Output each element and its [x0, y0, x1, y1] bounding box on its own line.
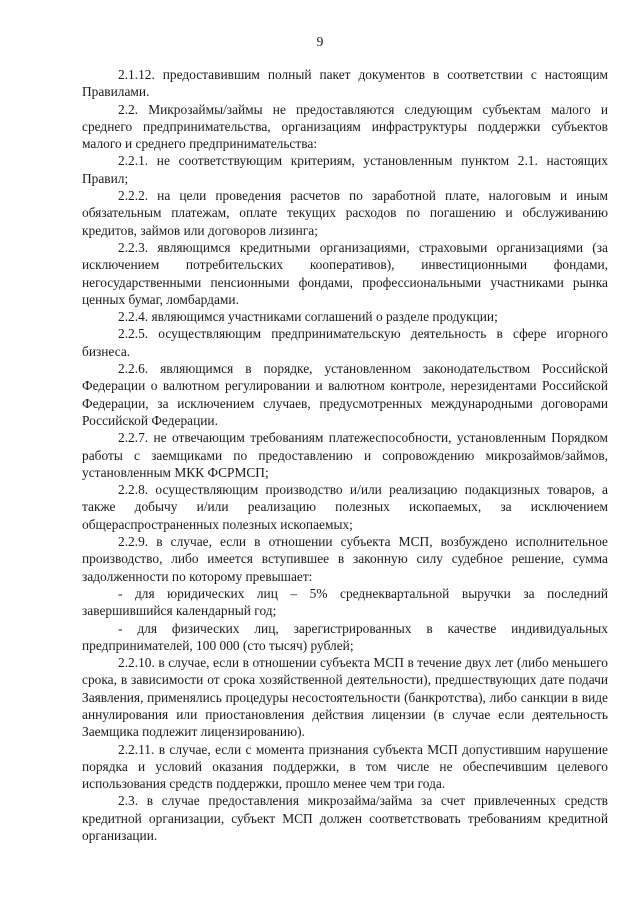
- paragraph-2-3: 2.3. в случае предоставления микрозайма/займа за счет привлеченных средств кредитной организации, субъект МСП должен соответствовать требованиям кредитной организации.: [82, 793, 608, 844]
- paragraph-2-2-2: 2.2.2. на цели проведения расчетов по заработной плате, налоговым и иным обязательным платежам, оплате текущих расходов по погашению и обслуживанию кредитов, займов или договоров лизинга;: [82, 188, 608, 238]
- paragraph-2-2-11: 2.2.11. в случае, если с момента признания субъекта МСП допустившим нарушение порядка и условий оказания поддержки, в том числе не обеспечившим целевого использования средств поддержки, прошло менее чем три года.: [82, 741, 608, 792]
- paragraph-2-2-4: 2.2.4. являющимся участниками соглашений о разделе продукции;: [118, 309, 498, 325]
- paragraph-2-2-1: 2.2.1. не соответствующим критериям, установленным пунктом 2.1. настоящих Правил;: [82, 153, 608, 186]
- paragraph-2-2-10: 2.2.10. в случае, если в отношении субъекта МСП в течение двух лет (либо меньшего срока, в зависимости от срока хозяйственной деятельности), предшествующих дате подачи Заявления, применялись процедуры несостоятельности (банкротства), либо санкции в виде аннулирования или приостановления действия лицензии (в случае если деятельность Заемщика подлежит лицензированию).: [82, 655, 608, 740]
- paragraph-2-2-8: 2.2.8. осуществляющим производство и/или реализацию подакцизных товаров, а также добычу и/или реализацию полезных ископаемых, за исключением общераспространенных полезных ископаемых;: [82, 482, 608, 532]
- paragraph-2-2: 2.2. Микрозаймы/займы не предоставляются следующим субъектам малого и среднего предпринимательства, организациям инфраструктуры поддержки субъектов малого и среднего предпринимательства:: [82, 101, 608, 152]
- paragraph-individuals: - для физических лиц, зарегистрированных в качестве индивидуальных предпринимателей, 100 000 (сто тысяч) рублей;: [82, 620, 608, 653]
- paragraph-2-2-5: 2.2.5. осуществляющим предпринимательскую деятельность в сфере игорного бизнеса.: [82, 326, 608, 359]
- page-number: 9: [316, 34, 324, 49]
- paragraph-2-2-3: 2.2.3. являющимся кредитными организациями, страховыми организациями (за исключением потребительских кооперативов), инвестиционными фондами, негосударственными пенсионными фондами, профессиональными участниками рынка ценных бумаг, ломбардами.: [82, 239, 608, 307]
- document-body: [82, 66, 608, 844]
- paragraph-2-1-12: 2.1.12. предоставившим полный пакет документов в соответствии с настоящим Правилами.: [82, 67, 608, 100]
- paragraph-legal-entities: - для юридических лиц – 5% среднеквартальной выручки за последний завершившийся календарный год;: [82, 585, 608, 619]
- paragraph-2-2-7: 2.2.7. не отвечающим требованиям платежеспособности, установленным Порядком работы с заемщиками по предоставлению и сопровождению микрозаймов/займов, установленным МКК ФСРМСП;: [82, 430, 608, 480]
- paragraph-2-2-6: 2.2.6. являющимся в порядке, установленном законодательством Российской Федерации о валютном регулировании и валютном контроле, нерезидентами Российской Федерации, за исключением случаев, предусмотренных международными договорами Российской Федерации.: [82, 361, 608, 428]
- paragraph-2-2-9: 2.2.9. в случае, если в отношении субъекта МСП, возбуждено исполнительное производство, либо имеется вступившее в законную силу судебное решение, сумма задолженности по которому превышает:: [82, 534, 608, 584]
